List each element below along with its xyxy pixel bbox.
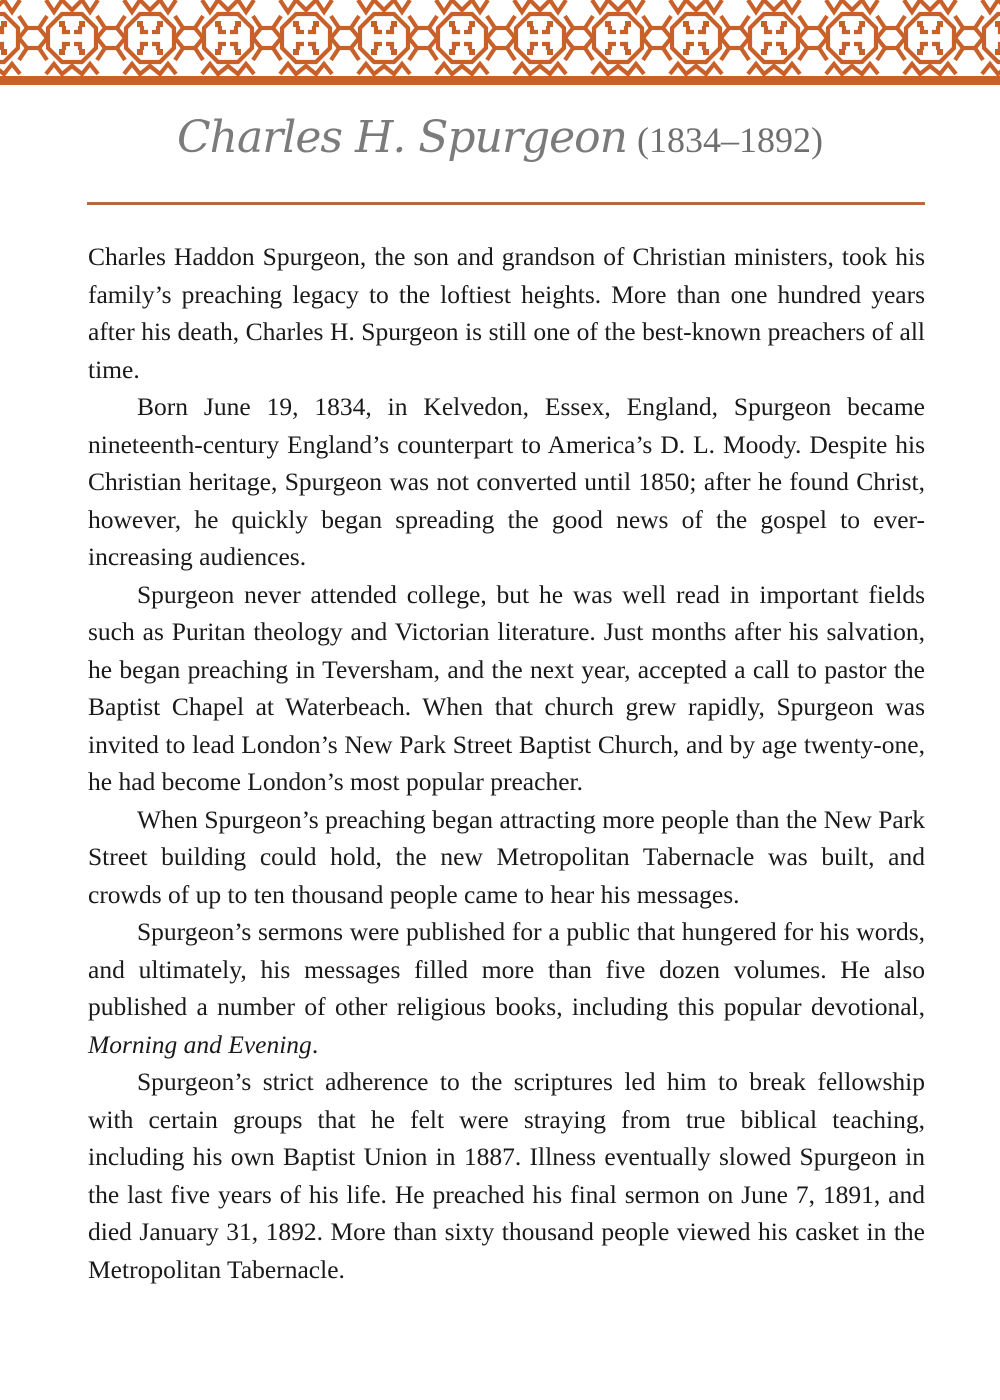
lattice-ring — [828, 14, 876, 62]
lattice-zigzag-top — [982, 0, 1000, 12]
lattice-dot — [449, 21, 455, 27]
lattice-dot — [937, 49, 943, 55]
lattice-connector — [565, 16, 573, 60]
lattice-dot — [59, 49, 65, 55]
lattice-dot — [157, 49, 163, 55]
paragraph: Spurgeon never attended college, but he was well read in important fields such as Puritan theology and Victorian literature. Just months after his salvation, he began preaching in Teversham, and the next year, accepted a call to pastor the Baptist Chapel at Waterbeach. When that church grew rapidly, Spurgeon was invited to lead London’s New Park Street Baptist Church, and by age twenty-one, he had become London’s most popular preacher. — [88, 579, 925, 796]
lattice-dot — [937, 21, 943, 27]
lattice-connector — [741, 16, 749, 60]
lattice-ring — [126, 14, 174, 62]
lattice-zigzag-top — [670, 0, 722, 12]
lattice-zigzag-bottom — [46, 64, 98, 74]
lattice-dot — [157, 21, 163, 27]
lattice-dot — [449, 49, 455, 55]
lattice-zigzag-bottom — [358, 64, 410, 74]
lattice-dot — [371, 21, 377, 27]
lattice-ring — [360, 14, 408, 62]
lattice-zigzag-top — [748, 0, 800, 12]
lattice-zigzag-top — [202, 0, 254, 12]
lattice-ring — [282, 14, 330, 62]
lattice-ring — [594, 14, 642, 62]
lattice-connector — [643, 16, 651, 60]
lattice-zigzag-top — [904, 0, 956, 12]
title-divider — [87, 202, 925, 205]
paragraph-text: . — [311, 1029, 319, 1059]
paragraph: When Spurgeon’s preaching began attracting more people than the New Park Street building could hold, the new Metropolitan Tabernacle was built, and crowds of up to ten thousand people came to hear his messages. — [88, 804, 925, 909]
lattice-zigzag-top — [826, 0, 878, 12]
lattice-dot — [781, 49, 787, 55]
lattice-zigzag-bottom — [202, 64, 254, 74]
lattice-connector — [195, 16, 203, 60]
lattice-dot — [703, 49, 709, 55]
lattice-dot — [683, 21, 689, 27]
lattice-dot — [527, 49, 533, 55]
lattice-connector — [351, 16, 359, 60]
lattice-zigzag-top — [358, 0, 410, 12]
lattice-dot — [235, 21, 241, 27]
lattice-dot — [1, 21, 7, 27]
lattice-zigzag-bottom — [748, 64, 800, 74]
lattice-dot — [605, 49, 611, 55]
lattice-connector — [897, 16, 905, 60]
lattice-dot — [683, 49, 689, 55]
paragraph: Charles Haddon Spurgeon, the son and grandson of Christian ministers, took his family’s preaching legacy to the loftiest heights. More than one hundred years after his death, Charles H. Spurgeon is still one of the best-known preachers of all time. — [88, 242, 925, 384]
lattice-connector — [409, 16, 417, 60]
lattice-dot — [1, 49, 7, 55]
lattice-zigzag-top — [436, 0, 488, 12]
lattice-connector — [721, 16, 729, 60]
lattice-connector — [975, 16, 983, 60]
lattice-dot — [391, 49, 397, 55]
lattice-dot — [547, 21, 553, 27]
lattice-zigzag-bottom — [436, 64, 488, 74]
lattice-dot — [293, 21, 299, 27]
lattice-zigzag-bottom — [280, 64, 332, 74]
ornamental-border — [0, 0, 1000, 86]
lattice-zigzag-bottom — [514, 64, 566, 74]
lattice-dot — [859, 49, 865, 55]
lattice-dot — [469, 21, 475, 27]
lattice-ring — [48, 14, 96, 62]
lattice-zigzag-top — [124, 0, 176, 12]
lattice-connector — [429, 16, 437, 60]
lattice-ring — [438, 14, 486, 62]
lattice-dot — [547, 49, 553, 55]
lattice-dot — [625, 21, 631, 27]
border-base-bar — [0, 76, 1000, 85]
paragraph-text: Spurgeon’s sermons were published for a public that hungered for his words, and ultimately, his messages filled more than five dozen volumes. He also published a number of other religious books, including this popular devotional, — [88, 917, 925, 1021]
lattice-dot — [995, 21, 1000, 27]
paragraph — [88, 913, 925, 1063]
biography-text — [88, 238, 925, 1288]
lattice-dot — [761, 49, 767, 55]
lattice-connector — [507, 16, 515, 60]
lattice-connector — [585, 16, 593, 60]
lattice-dot — [371, 49, 377, 55]
lattice-dot — [703, 21, 709, 27]
lattice-zigzag-top — [280, 0, 332, 12]
lattice-ring — [672, 14, 720, 62]
lattice-dot — [59, 21, 65, 27]
lattice-dot — [235, 49, 241, 55]
page-title — [0, 112, 1000, 163]
lattice-zigzag-top — [46, 0, 98, 12]
lattice-dot — [215, 49, 221, 55]
lattice-zigzag-bottom — [592, 64, 644, 74]
lattice-dot — [761, 21, 767, 27]
lattice-zigzag-top — [0, 0, 20, 12]
lattice-connector — [331, 16, 339, 60]
lattice-dot — [79, 21, 85, 27]
lattice-dot — [839, 49, 845, 55]
lattice-zigzag-top — [514, 0, 566, 12]
lattice-connector — [487, 16, 495, 60]
lattice-dot — [839, 21, 845, 27]
paragraph: Spurgeon’s strict adherence to the scriptures led him to break fellowship with certain groups that he felt were straying from true biblical teaching, including his own Baptist Union in 1887. Illness eventually slowed Spurgeon in the last five years of his life. He preached his final sermon on June 7, 1891, and died January 31, 1892. More than sixty thousand people viewed his casket in the Metropolitan Tabernacle. — [88, 1067, 925, 1284]
lattice-dot — [781, 21, 787, 27]
lattice-dot — [293, 49, 299, 55]
lattice-zigzag-bottom — [982, 64, 1000, 74]
lattice-connector — [253, 16, 261, 60]
paragraph: Born June 19, 1834, in Kelvedon, Essex, England, Spurgeon became nineteenth-century England’s counterpart to America’s D. L. Moody. Despite his Christian heritage, Spurgeon was not converted until 1850; after he found Christ, however, he quickly began spreading the good news of the gospel to ever-increasing audiences. — [88, 392, 925, 571]
lattice-dot — [469, 49, 475, 55]
lattice-ring — [750, 14, 798, 62]
lattice-zigzag-bottom — [904, 64, 956, 74]
lattice-dot — [859, 21, 865, 27]
lattice-connector — [819, 16, 827, 60]
lattice-pattern-icon — [0, 0, 1000, 86]
lattice-connector — [39, 16, 47, 60]
lattice-dot — [215, 21, 221, 27]
title-name: Charles H. Spurgeon — [177, 112, 628, 163]
title-dates: (1834–1892) — [637, 120, 823, 160]
lattice-zigzag-top — [592, 0, 644, 12]
lattice-dot — [313, 49, 319, 55]
lattice-zigzag-bottom — [670, 64, 722, 74]
lattice-dot — [917, 49, 923, 55]
book-title: Morning and Evening — [88, 1029, 312, 1059]
lattice-ring — [204, 14, 252, 62]
lattice-connector — [175, 16, 183, 60]
lattice-connector — [273, 16, 281, 60]
lattice-dot — [391, 21, 397, 27]
lattice-dot — [625, 49, 631, 55]
lattice-dot — [137, 21, 143, 27]
lattice-ring — [906, 14, 954, 62]
lattice-dot — [995, 49, 1000, 55]
lattice-connector — [117, 16, 125, 60]
lattice-connector — [877, 16, 885, 60]
lattice-dot — [605, 21, 611, 27]
lattice-connector — [97, 16, 105, 60]
lattice-dot — [917, 21, 923, 27]
lattice-dot — [527, 21, 533, 27]
lattice-connector — [955, 16, 963, 60]
lattice-connector — [663, 16, 671, 60]
lattice-dot — [137, 49, 143, 55]
lattice-connector — [799, 16, 807, 60]
lattice-dot — [313, 21, 319, 27]
lattice-connector — [19, 16, 27, 60]
lattice-zigzag-bottom — [124, 64, 176, 74]
lattice-zigzag-bottom — [0, 64, 20, 74]
lattice-dot — [79, 49, 85, 55]
lattice-zigzag-bottom — [826, 64, 878, 74]
lattice-ring — [516, 14, 564, 62]
